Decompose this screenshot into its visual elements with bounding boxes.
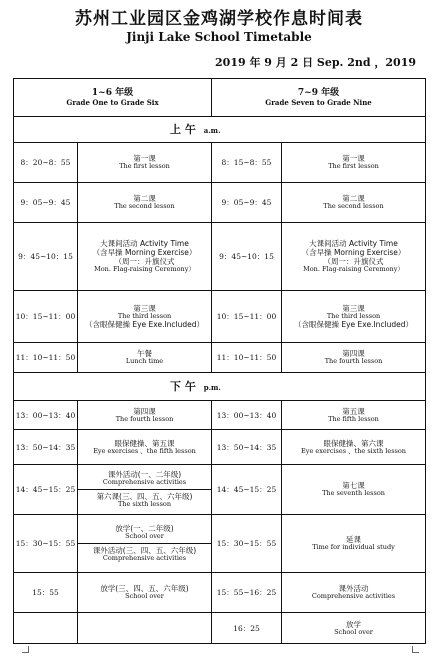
time-cell: 9：05~9：45 — [14, 183, 78, 223]
lesson-name-en: School over — [334, 627, 373, 636]
table-row — [14, 573, 426, 613]
lesson-name-en: School over — [125, 532, 164, 541]
lesson-note: （含眼保健操 Eye Exe.Included） — [84, 320, 205, 330]
lesson-note: （周一：升旗仪式 — [323, 257, 384, 267]
am-label: 上 午 — [170, 122, 196, 136]
lesson-name: 第六课(三、四、五、六年级) — [96, 492, 193, 501]
lesson-cell — [78, 515, 212, 573]
lesson-name: 放学(一、二年级) — [115, 524, 174, 534]
lesson-cell — [282, 430, 426, 465]
am-section-row — [14, 117, 426, 143]
time-cell: 15：30~15：55 — [14, 515, 78, 573]
pm-section-row — [14, 373, 426, 401]
lesson-name-en: School over — [125, 592, 164, 601]
lesson-cell — [282, 143, 426, 183]
time-cell: 9：45~10：15 — [14, 223, 78, 291]
lesson-name: 眼保健操、第五课 — [114, 438, 175, 448]
grade-right-en: Grade Seven to Grade Nine — [265, 97, 372, 107]
grade-right-cn: 7~9 年级 — [297, 87, 340, 98]
table-row — [14, 291, 426, 343]
time-cell: 13：50~14：35 — [14, 430, 78, 465]
time-cell: 11：10~11：50 — [212, 343, 282, 373]
lesson-name-en: Mon. Flag-raising Ceremony） — [94, 265, 195, 274]
lesson-cell-lower — [78, 490, 211, 511]
time-cell: 16：25 — [212, 613, 282, 644]
time-cell: 15：55 — [14, 573, 78, 613]
lesson-note: （含眼保健操 Eye Exe.Included） — [293, 320, 414, 330]
lesson-name: 第四课 — [133, 406, 156, 416]
am-label-en: a.m. — [203, 125, 221, 135]
lesson-name-en: The fifth lesson — [328, 414, 379, 423]
time-cell: 13：00~13：40 — [212, 401, 282, 430]
lesson-name-en: The fourth lesson — [115, 414, 174, 423]
am-section-header — [14, 117, 426, 143]
lesson-name: 大课间活动 Activity Time — [100, 239, 189, 249]
time-cell: 9：05~9：45 — [212, 183, 282, 223]
time-cell: 15：30~15：55 — [212, 515, 282, 573]
lesson-cell — [282, 515, 426, 573]
lesson-cell — [282, 223, 426, 291]
lesson-name: 课外活动(一、二年级) — [107, 470, 182, 480]
lesson-name: 第三课 — [133, 303, 156, 313]
timetable — [13, 78, 426, 644]
lesson-cell — [282, 573, 426, 613]
time-cell: 14：45~15：25 — [212, 465, 282, 515]
table-row — [14, 183, 426, 223]
lesson-cell — [282, 343, 426, 373]
lesson-cell — [78, 143, 212, 183]
lesson-cell-upper — [78, 522, 211, 544]
time-cell: 9：45~10：15 — [212, 223, 282, 291]
lesson-name-en: Eye exercises 、the sixth lesson — [301, 446, 406, 455]
lesson-cell — [78, 573, 212, 613]
lesson-cell — [78, 343, 212, 373]
page-subtitle: Jinji Lake School Timetable — [126, 30, 312, 44]
pm-section-header — [14, 373, 426, 401]
time-cell: 13：00~13：40 — [14, 401, 78, 430]
lesson-name-en: The third lesson — [326, 311, 381, 320]
lesson-cell — [282, 465, 426, 515]
lesson-cell-upper — [78, 468, 211, 490]
document-date: 2019 年 9 月 2 日 Sep. 2nd ，2019 — [215, 56, 416, 69]
lesson-cell — [78, 183, 212, 223]
time-cell — [14, 613, 78, 644]
table-row — [14, 401, 426, 430]
lesson-name-en: The seventh lesson — [322, 489, 385, 498]
lesson-name-en: Comprehensive activities — [102, 478, 187, 487]
lesson-name: 午餐 — [137, 349, 152, 359]
lesson-name: 延课 — [346, 535, 361, 545]
lesson-cell — [282, 401, 426, 430]
lesson-cell — [282, 613, 426, 644]
lesson-cell-lower — [78, 544, 211, 565]
lesson-cell — [282, 183, 426, 223]
table-row — [14, 613, 426, 644]
lesson-name-en: The first lesson — [328, 162, 379, 171]
lesson-name: 第五课 — [342, 406, 365, 416]
page-corner-mark — [412, 646, 419, 653]
time-cell: 15：55~16：25 — [212, 573, 282, 613]
lesson-name: 课外活动(三、四、五、六年级) — [92, 546, 197, 555]
time-cell: 11：10~11：50 — [14, 343, 78, 373]
table-row — [14, 515, 426, 573]
grade-header-left — [14, 79, 212, 117]
lesson-name-en: The fourth lesson — [324, 357, 383, 366]
lesson-name-en: Eye exercises 、the fifth lesson — [93, 446, 196, 455]
table-row — [14, 430, 426, 465]
lesson-name: 放学(三、四、五、六年级) — [100, 584, 189, 594]
lesson-name-en: The first lesson — [119, 162, 170, 171]
lesson-note: （含早操 Morning Exercise） — [92, 248, 197, 258]
lesson-name-en: Comprehensive activities — [311, 592, 396, 601]
table-row — [14, 465, 426, 515]
time-cell: 14：45~15：25 — [14, 465, 78, 515]
lesson-name: 第二课 — [342, 194, 365, 204]
table-row — [14, 343, 426, 373]
page-corner-mark — [22, 646, 29, 653]
lesson-name-en: The second lesson — [114, 202, 175, 211]
lesson-name-en: Lunch time — [125, 357, 164, 366]
table-row — [14, 143, 426, 183]
grade-left-en: Grade One to Grade Six — [66, 97, 159, 107]
lesson-name-en: Mon. Flag-raising Ceremony） — [303, 265, 404, 274]
lesson-name: 第一课 — [342, 154, 365, 164]
lesson-name-en: Comprehensive activities — [102, 554, 187, 562]
lesson-cell — [78, 401, 212, 430]
lesson-name: 课外活动 — [338, 584, 369, 594]
time-cell: 8：15~8：55 — [212, 143, 282, 183]
grade-header-row — [14, 79, 426, 117]
pm-label-en: p.m. — [203, 382, 221, 392]
time-cell: 13：50~14：35 — [212, 430, 282, 465]
time-cell: 8：20~8：55 — [14, 143, 78, 183]
lesson-cell — [78, 291, 212, 343]
lesson-name: 第一课 — [133, 154, 156, 164]
lesson-name: 第四课 — [342, 349, 365, 359]
lesson-name: 第二课 — [133, 194, 156, 204]
lesson-note: （周一：升旗仪式 — [114, 257, 175, 267]
grade-left-cn: 1~6 年级 — [91, 87, 134, 98]
lesson-cell — [282, 291, 426, 343]
lesson-name: 放学 — [346, 619, 361, 629]
time-cell: 10：15~11：00 — [14, 291, 78, 343]
lesson-name: 大课间活动 Activity Time — [309, 239, 398, 249]
lesson-cell — [78, 223, 212, 291]
lesson-cell — [78, 430, 212, 465]
table-row — [14, 223, 426, 291]
lesson-name-en: The sixth lesson — [117, 500, 172, 508]
page-title: 苏州工业园区金鸡湖学校作息时间表 — [75, 9, 363, 29]
grade-header-right — [212, 79, 426, 117]
lesson-name-en: Time for individual study — [312, 543, 395, 552]
lesson-cell — [78, 613, 212, 644]
pm-label: 下 午 — [170, 379, 196, 393]
lesson-name: 眼保健操、第六课 — [323, 438, 384, 448]
lesson-name-en: The third lesson — [117, 311, 172, 320]
lesson-cell — [78, 465, 212, 515]
time-cell: 10：15~11：00 — [212, 291, 282, 343]
lesson-name-en: The second lesson — [323, 202, 384, 211]
lesson-note: （含早操 Morning Exercise） — [301, 248, 406, 258]
lesson-name: 第三课 — [342, 303, 365, 313]
lesson-name: 第七课 — [342, 481, 365, 491]
